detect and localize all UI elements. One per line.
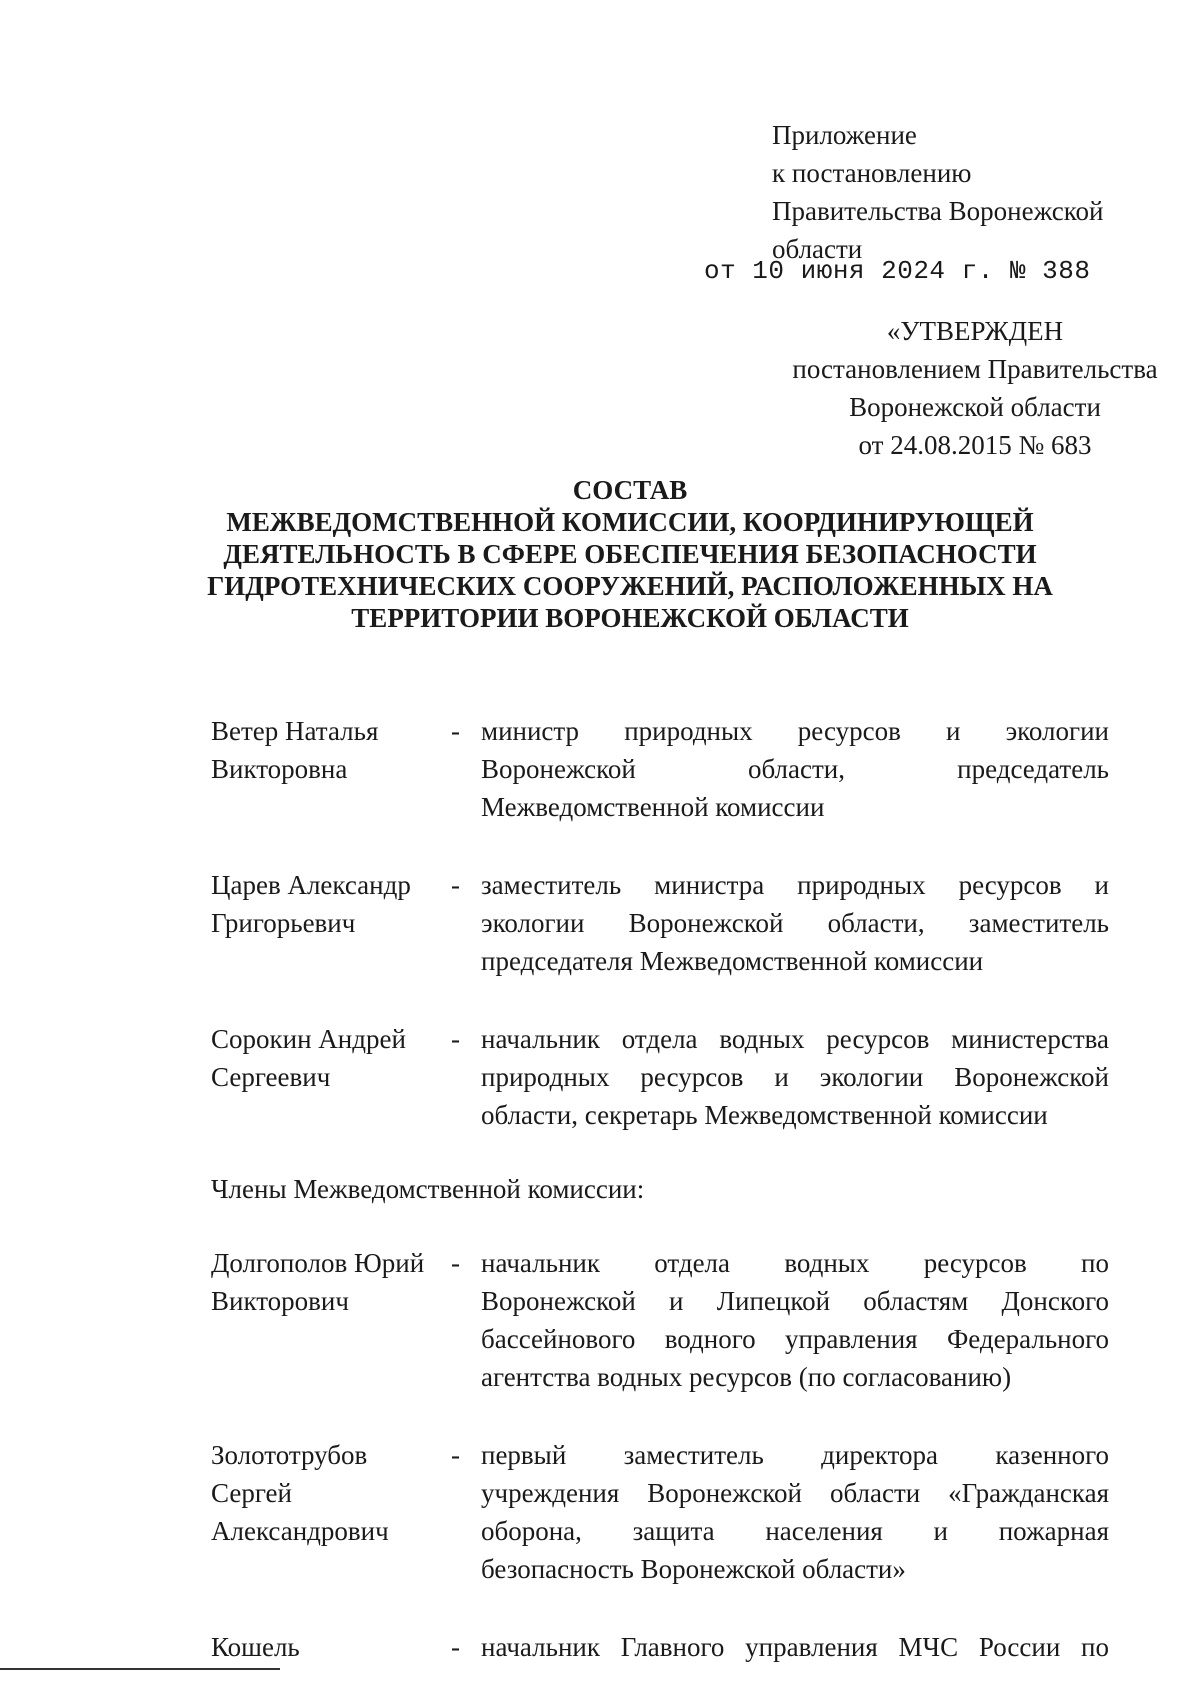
person-position <box>481 1020 1109 1134</box>
name-line: Кошель <box>211 1632 300 1662</box>
person-name <box>211 1436 451 1550</box>
position-line: начальник Главного управления МЧС России по <box>481 1632 1109 1662</box>
position-line: агентства водных ресурсов (по согласованию) <box>481 1362 1012 1392</box>
person-position <box>481 712 1109 826</box>
name-line: Царев Александр <box>211 870 411 900</box>
approved-line: от 24.08.2015 № 683 <box>858 430 1092 460</box>
position-line: оборона, защита населения и пожарная <box>481 1516 1109 1546</box>
annex-line: Приложение <box>772 120 917 150</box>
position-line: начальник отдела водных ресурсов министерства <box>481 1024 1109 1054</box>
annex-line: Правительства Воронежской <box>772 196 1104 226</box>
title-line: ДЕЯТЕЛЬНОСТЬ В СФЕРЕ ОБЕСПЕЧЕНИЯ БЕЗОПАСНОСТИ <box>223 539 1037 569</box>
members-section-label: Члены Межведомственной комиссии: <box>211 1174 645 1204</box>
commission-list <box>211 712 1121 1666</box>
name-line: Викторович <box>211 1286 349 1316</box>
name-line: Долгополов Юрий <box>211 1248 425 1278</box>
approved-line: постановлением Правительства <box>792 354 1158 384</box>
position-line: начальник отдела водных ресурсов по <box>481 1248 1109 1278</box>
position-line: министр природных ресурсов и экологии <box>481 716 1109 746</box>
position-line: Воронежской и Липецкой областям Донского <box>481 1286 1109 1316</box>
position-line: учреждения Воронежской области «Гражданская <box>481 1478 1109 1508</box>
document-title <box>200 474 1060 634</box>
commission-entry <box>211 1436 1121 1588</box>
annex-line: к постановлению <box>772 158 972 188</box>
ruling-date-number: от 10 июня 2024 г. № 388 <box>704 256 1091 286</box>
title-line: СОСТАВ <box>572 475 688 505</box>
approved-block <box>760 312 1190 464</box>
person-position <box>481 866 1109 980</box>
annex-header <box>772 116 1182 268</box>
name-line: Ветер Наталья <box>211 716 379 746</box>
dash-separator: - <box>451 870 460 900</box>
commission-entry <box>211 1020 1121 1134</box>
dash-separator: - <box>451 1024 460 1054</box>
person-position <box>481 1436 1109 1588</box>
dash-separator: - <box>451 1632 460 1662</box>
commission-entry <box>211 712 1121 826</box>
annex-line: области <box>772 234 863 264</box>
person-name <box>211 866 451 942</box>
name-line: Золототрубов <box>211 1440 368 1470</box>
position-line: председателя Межведомственной комиссии <box>481 946 984 976</box>
position-line: первый заместитель директора казенного <box>481 1440 1109 1470</box>
position-line: природных ресурсов и экологии Воронежской <box>481 1062 1109 1092</box>
position-line: бассейнового водного управления Федерального <box>481 1324 1109 1354</box>
dash-separator: - <box>451 1440 460 1470</box>
person-position <box>481 1244 1109 1396</box>
name-line: Александрович <box>211 1516 389 1546</box>
position-line: Межведомственной комиссии <box>481 792 825 822</box>
name-line: Викторовна <box>211 754 348 784</box>
title-line: ГИДРОТЕХНИЧЕСКИХ СООРУЖЕНИЙ, РАСПОЛОЖЕННЫХ НА <box>207 571 1053 601</box>
title-line: ТЕРРИТОРИИ ВОРОНЕЖСКОЙ ОБЛАСТИ <box>351 603 909 633</box>
name-line: Григорьевич <box>211 908 356 938</box>
dash-separator: - <box>451 1248 460 1278</box>
approved-line: «УТВЕРЖДЕН <box>886 316 1064 346</box>
name-line: Сорокин Андрей <box>211 1024 406 1054</box>
name-line: Сергеевич <box>211 1062 331 1092</box>
commission-entry <box>211 1628 1121 1666</box>
footer-rule <box>0 1668 280 1670</box>
name-line: Сергей <box>211 1478 292 1508</box>
position-line: безопасность Воронежской области» <box>481 1554 906 1584</box>
position-line: заместитель министра природных ресурсов и <box>481 870 1109 900</box>
position-line: Воронежской области, председатель <box>481 754 1109 784</box>
commission-entry <box>211 866 1121 980</box>
position-line: экологии Воронежской области, заместитель <box>481 908 1109 938</box>
person-name <box>211 712 451 788</box>
position-line: области, секретарь Межведомственной комиссии <box>481 1100 1048 1130</box>
person-name <box>211 1628 451 1666</box>
person-position <box>481 1628 1109 1666</box>
person-name <box>211 1020 451 1096</box>
dash-separator: - <box>451 716 460 746</box>
person-name <box>211 1244 451 1320</box>
approved-line: Воронежской области <box>849 392 1101 422</box>
title-line: МЕЖВЕДОМСТВЕННОЙ КОМИССИИ, КООРДИНИРУЮЩЕЙ <box>226 507 1034 537</box>
commission-entry <box>211 1244 1121 1396</box>
